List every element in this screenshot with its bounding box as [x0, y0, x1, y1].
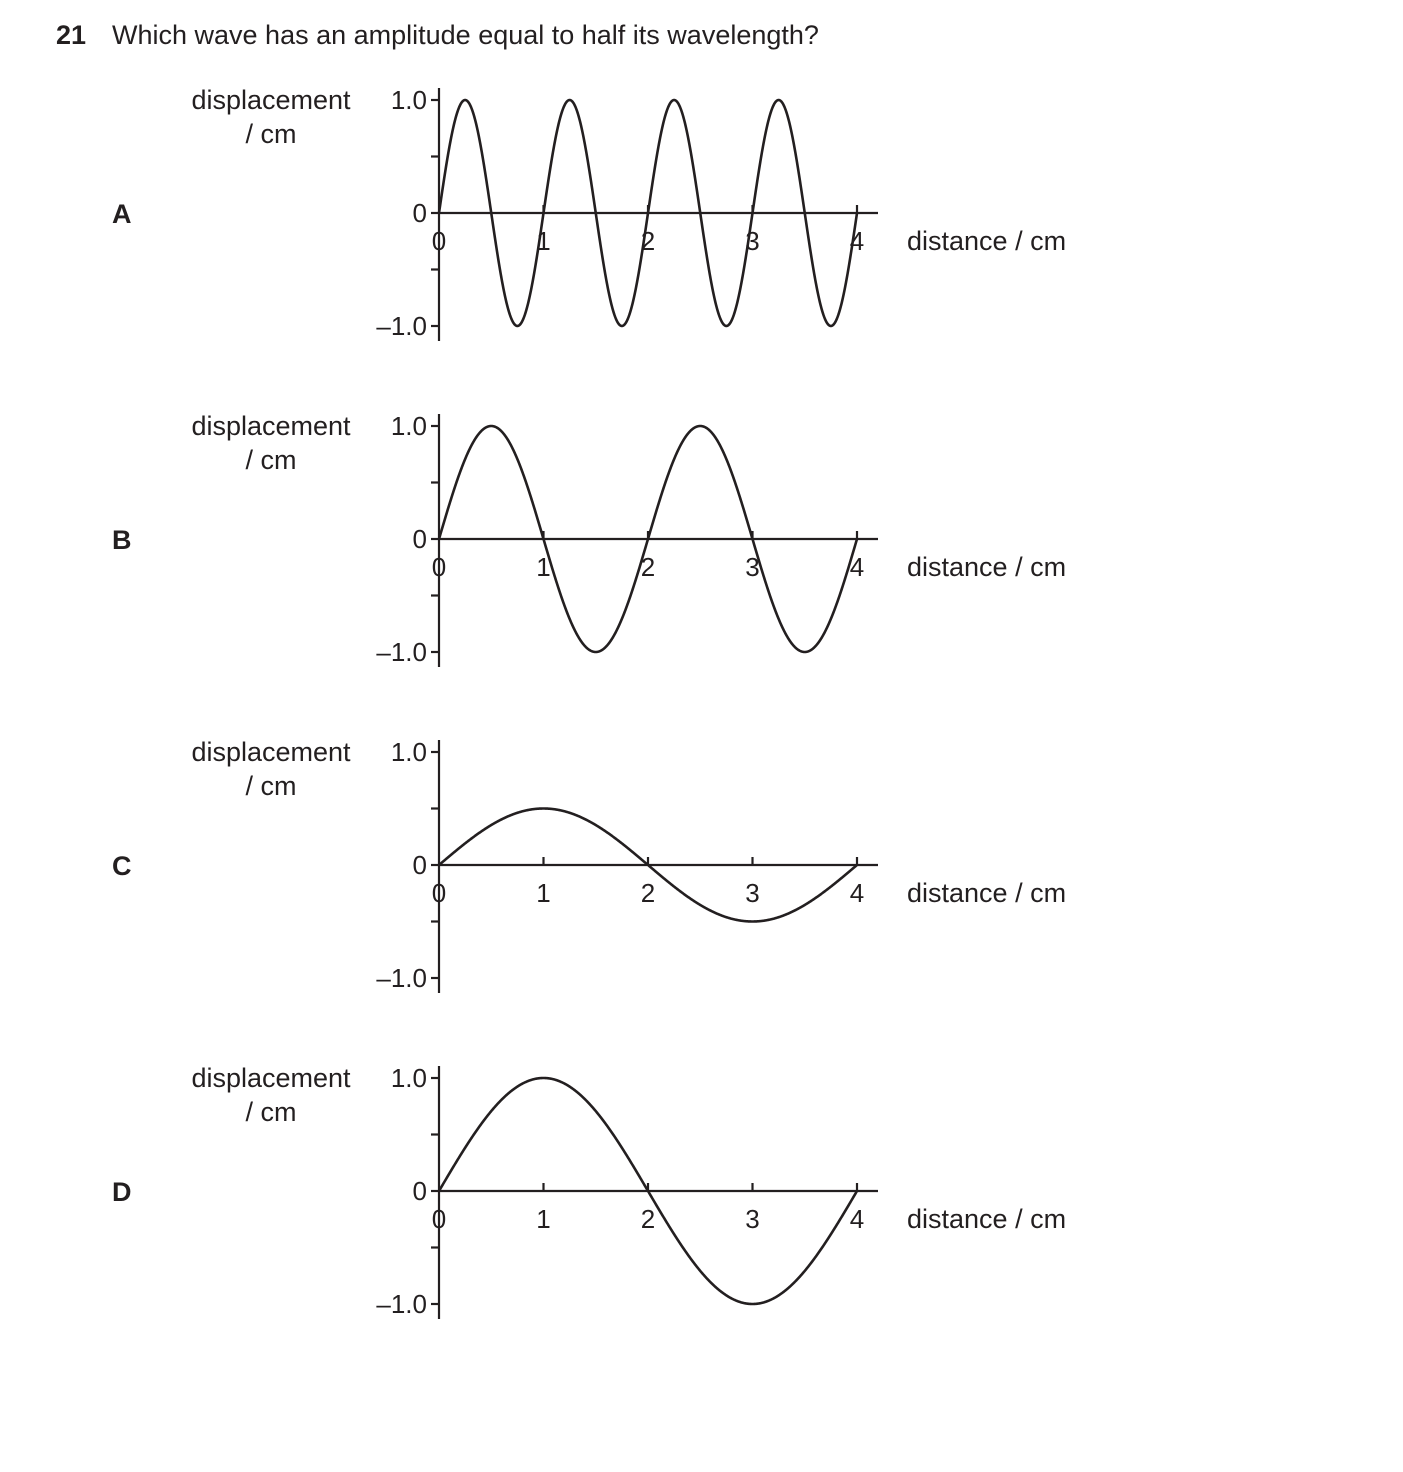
y-tick-label: 1.0 — [390, 411, 427, 441]
chart-d — [112, 1063, 1066, 1319]
y-tick-label: –1.0 — [376, 963, 427, 993]
x-axis-label: distance / cm — [907, 226, 1067, 256]
x-tick-label: 4 — [849, 1204, 865, 1234]
chart-a — [112, 85, 1066, 341]
x-axis-label: distance / cm — [907, 878, 1067, 908]
x-tick-label: 1 — [536, 1204, 551, 1234]
y-tick-label: 1.0 — [390, 85, 427, 115]
option-letter: C — [112, 851, 132, 881]
x-tick-label: 2 — [640, 878, 656, 908]
chart-b — [112, 411, 1066, 667]
x-axis-label: distance / cm — [907, 552, 1067, 582]
y-tick-label: –1.0 — [376, 1289, 427, 1319]
y-tick-label: –1.0 — [376, 311, 427, 341]
option-letter: B — [112, 525, 132, 555]
y-axis-unit: / cm — [245, 119, 297, 149]
x-tick-label: 0 — [431, 878, 447, 908]
x-tick-label: 3 — [745, 1204, 760, 1234]
y-axis-label: displacement — [191, 411, 351, 441]
y-tick-label: 0 — [412, 524, 427, 554]
x-tick-label: 3 — [745, 878, 760, 908]
y-tick-label: 0 — [412, 850, 427, 880]
option-letter: D — [112, 1177, 132, 1207]
y-tick-label: 0 — [412, 198, 427, 228]
x-tick-label: 1 — [536, 226, 551, 256]
x-tick-label: 0 — [431, 552, 447, 582]
x-tick-label: 1 — [536, 552, 551, 582]
x-tick-label: 2 — [640, 226, 656, 256]
y-axis-unit: / cm — [245, 1097, 297, 1127]
x-tick-label: 1 — [536, 878, 551, 908]
chart-c — [112, 737, 1066, 993]
y-tick-label: 1.0 — [390, 1063, 427, 1093]
x-tick-label: 3 — [745, 226, 760, 256]
question-text: Which wave has an amplitude equal to half its wavelength? — [112, 20, 819, 50]
y-axis-unit: / cm — [245, 445, 297, 475]
x-tick-label: 3 — [745, 552, 760, 582]
y-axis-label: displacement — [191, 85, 351, 115]
y-axis-unit: / cm — [245, 771, 297, 801]
option-letter: A — [112, 199, 132, 229]
x-axis-label: distance / cm — [907, 1204, 1067, 1234]
x-tick-label: 0 — [431, 1204, 447, 1234]
y-tick-label: –1.0 — [376, 637, 427, 667]
y-tick-label: 1.0 — [390, 737, 427, 767]
y-tick-label: 0 — [412, 1176, 427, 1206]
y-axis-label: displacement — [191, 737, 351, 767]
y-axis-label: displacement — [191, 1063, 351, 1093]
x-tick-label: 4 — [849, 226, 865, 256]
x-tick-label: 2 — [640, 552, 656, 582]
x-tick-label: 4 — [849, 878, 865, 908]
x-tick-label: 0 — [431, 226, 447, 256]
x-tick-label: 2 — [640, 1204, 656, 1234]
question-number: 21 — [56, 20, 87, 50]
x-tick-label: 4 — [849, 552, 865, 582]
